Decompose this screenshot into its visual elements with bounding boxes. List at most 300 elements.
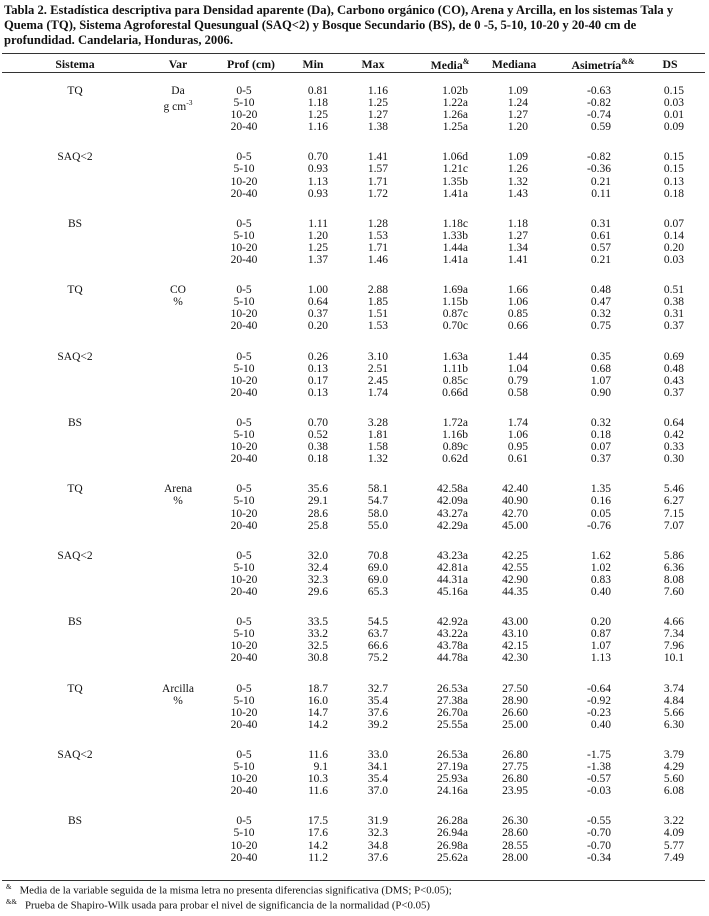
col-header-media: Media& [430,57,470,72]
cell-prof: 0-5 [236,616,252,629]
cell-min: 0.93 [307,187,328,200]
cell-prof: 10-20 [230,374,258,387]
cell-media: 1.18c [442,217,468,230]
cell-mediana: 26.80 [502,773,528,786]
cell-ds: 0.15 [663,85,684,97]
cell-prof: 10-20 [230,507,258,520]
cell-media: 45.16a [437,586,468,599]
cell-min: 14.2 [307,839,328,852]
cell-min: 0.37 [307,308,328,321]
cell-min: 32.3 [307,573,328,586]
cell-media: 27.38a [437,694,468,707]
cell-max: 58.0 [367,507,388,520]
cell-media: 0.62d [442,453,468,466]
cell-min: 0.70 [307,417,328,429]
cell-media: 0.66d [442,386,468,399]
cell-prof: 20-40 [230,453,258,466]
cell-min: 1.18 [307,97,328,110]
cell-mediana: 1.44 [507,350,528,363]
cell-asimetria: 1.13 [590,652,611,665]
cell-min: 33.2 [307,628,328,641]
cell-ds: 0.38 [663,296,684,309]
cell-asimetria: 0.40 [590,586,611,599]
cell-ds: 3.74 [663,682,684,695]
cell-prof: 10-20 [230,706,258,719]
cell-media: 24.16a [437,785,468,798]
cell-mediana: 42.70 [502,507,528,520]
cell-asimetria: -0.55 [587,815,611,828]
cell-min: 14.2 [307,718,328,731]
cell-ds: 0.69 [663,350,684,363]
cell-prof: 5-10 [233,827,255,840]
cell-max: 32.7 [367,682,388,695]
cell-mediana: 27.50 [502,682,528,695]
cell-ds: 0.20 [663,241,684,254]
cell-asimetria: -0.64 [587,682,611,695]
cell-mediana: 45.00 [502,519,528,532]
cell-mediana: 1.06 [507,296,528,309]
cell-media: 0.89c [442,441,468,454]
cell-prof: 10-20 [230,109,258,122]
cell-asimetria: 1.07 [590,640,611,653]
cell-prof: 20-40 [230,187,258,200]
unit-text: % [173,296,183,309]
cell-max: 1.81 [367,429,388,442]
cell-min: 32.5 [307,640,328,653]
cell-prof: 0-5 [236,151,252,164]
cell-ds: 7.34 [663,628,684,641]
cell-ds: 6.30 [663,718,684,731]
cell-media: 42.81a [437,561,468,574]
cell-ds: 0.43 [663,374,684,387]
header-bottom-rule [2,72,705,73]
cell-ds: 0.31 [663,308,684,321]
cell-prof: 20-40 [230,519,258,532]
cell-min: 11.6 [308,749,328,761]
cell-max: 55.0 [367,519,388,532]
cell-mediana: 26.80 [502,749,528,761]
cell-prof: 5-10 [233,561,255,574]
cell-asimetria: -0.76 [587,519,611,532]
cell-mediana: 0.85 [507,308,528,321]
cell-media: 42.09a [437,495,468,508]
cell-mediana: 1.32 [507,175,528,188]
cell-min: 14.7 [307,706,328,719]
col-header-asimetria: Asimetría&& [571,57,635,72]
cell-asimetria: 0.32 [590,417,611,429]
cell-asimetria: 0.07 [590,441,611,454]
cell-min: 1.37 [307,254,328,267]
cell-media: 1.16b [442,429,468,442]
cell-media: 1.41a [442,187,468,200]
cell-max: 54.7 [367,495,388,508]
cell-min: 17.5 [307,815,328,828]
cell-max: 1.71 [367,241,388,254]
cell-asimetria: -0.70 [587,839,611,852]
cell-max: 1.46 [367,254,388,267]
cell-max: 3.28 [367,417,388,429]
cell-media: 44.31a [437,573,468,586]
cell-ds: 0.09 [663,121,684,134]
cell-max: 66.6 [367,640,388,653]
cell-var [150,85,206,113]
cell-media: 43.27a [437,507,468,520]
cell-min: 0.93 [307,163,328,176]
cell-media: 25.93a [437,773,468,786]
cell-mediana: 42.55 [502,561,528,574]
cell-mediana: 42.15 [502,640,528,653]
cell-max: 3.10 [367,350,388,363]
cell-prof: 10-20 [230,839,258,852]
cell-prof: 0-5 [236,749,252,761]
cell-mediana: 1.34 [507,241,528,254]
cell-min: 0.38 [307,441,328,454]
footnote-asimetria: && Prueba de Shapiro-Wilk usada para probar el nivel de significancia de la normalidad (P<0.05) [6,898,431,912]
cell-ds: 7.15 [663,507,684,520]
cell-prof: 5-10 [233,97,255,110]
cell-media: 1.69a [442,284,468,297]
col-header-mediana: Mediana [491,57,537,71]
cell-sistema: TQ [67,483,83,496]
cell-max: 34.1 [367,761,388,774]
cell-media: 42.29a [437,519,468,532]
cell-min: 29.6 [307,586,328,599]
cell-sistema: BS [67,815,83,828]
cell-ds: 7.07 [663,519,684,532]
cell-prof: 10-20 [230,573,258,586]
cell-prof: 10-20 [230,308,258,321]
cell-min: 35.6 [307,483,328,496]
cell-media: 25.62a [437,851,468,864]
cell-min: 0.81 [307,85,328,97]
cell-max: 65.3 [367,586,388,599]
cell-ds: 5.66 [663,706,684,719]
cell-asimetria: 0.16 [590,495,611,508]
cell-ds: 5.77 [663,839,684,852]
footnote-media: & Media de la variable seguida de la misma letra no presenta diferencias significativa (DMS; P<0.05); [6,883,452,897]
cell-media: 1.06d [442,151,468,164]
cell-max: 39.2 [367,718,388,731]
cell-mediana: 0.66 [507,320,528,333]
cell-ds: 0.37 [663,320,684,333]
cell-prof: 0-5 [236,217,252,230]
cell-sistema: SAQ<2 [57,549,93,562]
cell-media: 42.92a [437,616,468,629]
cell-max: 1.58 [367,441,388,454]
cell-prof: 0-5 [236,483,252,496]
cell-ds: 0.01 [663,109,684,122]
cell-media: 1.21c [442,163,468,176]
var-unit [150,695,206,707]
cell-max: 35.4 [367,773,388,786]
var-unit [150,296,206,308]
cell-prof: 10-20 [230,441,258,454]
cell-sistema: TQ [67,85,83,97]
cell-prof: 5-10 [233,694,255,707]
cell-asimetria: 0.87 [590,628,611,641]
cell-ds: 7.96 [663,640,684,653]
cell-ds: 0.48 [663,362,684,375]
cell-prof: 5-10 [233,229,255,242]
cell-max: 1.57 [367,163,388,176]
var-name: Da [171,85,185,97]
cell-mediana: 42.25 [502,549,528,562]
cell-max: 1.53 [367,320,388,333]
cell-mediana: 42.40 [502,483,528,496]
cell-mediana: 1.27 [507,109,528,122]
cell-var [150,683,206,707]
cell-sistema: BS [67,616,83,629]
cell-mediana: 1.66 [507,284,528,297]
cell-min: 11.2 [308,851,328,864]
cell-asimetria: 0.90 [590,386,611,399]
cell-prof: 10-20 [230,640,258,653]
cell-asimetria: -1.75 [587,749,611,761]
cell-sistema: BS [67,217,83,230]
cell-ds: 6.36 [663,561,684,574]
cell-media: 44.78a [437,652,468,665]
cell-asimetria: -0.23 [587,706,611,719]
cell-asimetria: 0.61 [590,229,611,242]
cell-media: 1.02b [442,85,468,97]
cell-ds: 0.03 [663,97,684,110]
cell-media: 25.55a [437,718,468,731]
cell-prof: 20-40 [230,785,258,798]
cell-mediana: 1.41 [507,254,528,267]
cell-min: 0.20 [307,320,328,333]
cell-mediana: 40.90 [502,495,528,508]
cell-min: 1.16 [307,121,328,134]
cell-min: 11.6 [308,785,328,798]
cell-media: 1.15b [442,296,468,309]
cell-max: 75.2 [367,652,388,665]
cell-prof: 20-40 [230,652,258,665]
cell-max: 69.0 [367,573,388,586]
cell-mediana: 1.27 [507,229,528,242]
cell-asimetria: -0.63 [587,85,611,97]
cell-media: 26.28a [437,815,468,828]
cell-mediana: 28.00 [502,851,528,864]
cell-ds: 4.09 [663,827,684,840]
cell-sistema: SAQ<2 [57,350,93,363]
cell-ds: 0.42 [663,429,684,442]
cell-min: 29.1 [307,495,328,508]
cell-media: 1.25a [442,121,468,134]
cell-min: 0.13 [307,386,328,399]
col-header-min: Min [302,57,324,71]
cell-mediana: 28.55 [502,839,528,852]
col-header-ds: DS [662,57,678,71]
cell-max: 1.38 [367,121,388,134]
cell-media: 1.44a [442,241,468,254]
cell-asimetria: 1.02 [590,561,611,574]
cell-mediana: 0.79 [507,374,528,387]
cell-min: 16.0 [307,694,328,707]
cell-ds: 7.49 [663,851,684,864]
cell-prof: 20-40 [230,121,258,134]
cell-max: 1.74 [367,386,388,399]
cell-max: 69.0 [367,561,388,574]
cell-ds: 0.64 [663,417,684,429]
cell-max: 1.28 [367,217,388,230]
cell-min: 0.17 [307,374,328,387]
cell-media: 1.26a [442,109,468,122]
cell-prof: 5-10 [233,362,255,375]
cell-ds: 7.60 [663,586,684,599]
cell-media: 26.94a [437,827,468,840]
cell-prof: 20-40 [230,851,258,864]
var-name: Arena [163,483,193,496]
cell-mediana: 1.06 [507,429,528,442]
cell-asimetria: -0.82 [587,97,611,110]
cell-max: 1.32 [367,453,388,466]
cell-min: 0.64 [307,296,328,309]
cell-prof: 20-40 [230,586,258,599]
table-bottom-rule [2,880,705,881]
cell-asimetria: 0.75 [590,320,611,333]
cell-max: 37.6 [367,706,388,719]
cell-ds: 0.13 [663,175,684,188]
cell-mediana: 42.90 [502,573,528,586]
cell-asimetria: -0.03 [587,785,611,798]
cell-asimetria: -1.38 [587,761,611,774]
cell-ds: 0.30 [663,453,684,466]
cell-asimetria: 0.57 [590,241,611,254]
cell-media: 0.87c [442,308,468,321]
cell-sistema: SAQ<2 [57,151,93,164]
cell-media: 1.22a [442,97,468,110]
cell-mediana: 1.20 [507,121,528,134]
cell-max: 1.72 [367,187,388,200]
cell-ds: 0.37 [663,386,684,399]
cell-ds: 6.27 [663,495,684,508]
cell-mediana: 27.75 [502,761,528,774]
cell-asimetria: -0.74 [587,109,611,122]
cell-asimetria: 0.18 [590,429,611,442]
cell-mediana: 1.26 [507,163,528,176]
cell-prof: 5-10 [233,628,255,641]
cell-media: 1.41a [442,254,468,267]
cell-sistema: BS [67,417,83,429]
cell-ds: 3.22 [663,815,684,828]
cell-max: 1.16 [367,85,388,97]
unit-exponent: -3 [186,98,193,108]
cell-mediana: 1.43 [507,187,528,200]
cell-mediana: 1.09 [507,85,528,97]
cell-prof: 5-10 [233,495,255,508]
cell-asimetria: 0.11 [591,187,611,200]
cell-mediana: 1.09 [507,151,528,164]
cell-max: 2.88 [367,284,388,297]
cell-mediana: 23.95 [502,785,528,798]
cell-media: 26.53a [437,749,468,761]
cell-max: 1.51 [367,308,388,321]
cell-media: 0.85c [442,374,468,387]
cell-prof: 0-5 [236,350,252,363]
cell-prof: 0-5 [236,682,252,695]
cell-ds: 0.15 [663,163,684,176]
cell-ds: 4.84 [663,694,684,707]
cell-min: 33.5 [307,616,328,629]
cell-min: 1.13 [307,175,328,188]
cell-max: 35.4 [367,694,388,707]
cell-prof: 5-10 [233,163,255,176]
cell-max: 58.1 [367,483,388,496]
cell-mediana: 0.58 [507,386,528,399]
unit-text: g cm [163,100,187,113]
cell-min: 0.13 [307,362,328,375]
cell-asimetria: 0.40 [590,718,611,731]
cell-media: 42.58a [437,483,468,496]
cell-media: 43.23a [437,549,468,562]
cell-max: 2.51 [367,362,388,375]
cell-prof: 20-40 [230,254,258,267]
cell-media: 1.35b [442,175,468,188]
cell-asimetria: 1.35 [590,483,611,496]
cell-ds: 0.15 [663,151,684,164]
cell-mediana: 26.30 [502,815,528,828]
cell-ds: 4.29 [663,761,684,774]
cell-min: 0.52 [307,429,328,442]
cell-min: 1.25 [307,109,328,122]
cell-ds: 0.33 [663,441,684,454]
cell-mediana: 42.30 [502,652,528,665]
cell-min: 1.11 [308,217,328,230]
cell-mediana: 28.60 [502,827,528,840]
cell-media: 26.53a [437,682,468,695]
cell-sistema: TQ [67,284,83,297]
cell-prof: 0-5 [236,417,252,429]
unit-text: % [173,694,183,707]
cell-max: 1.41 [367,151,388,164]
cell-ds: 5.60 [663,773,684,786]
cell-asimetria: 0.35 [590,350,611,363]
cell-mediana: 1.18 [507,217,528,230]
cell-asimetria: 0.48 [590,284,611,297]
cell-asimetria: -0.57 [587,773,611,786]
cell-min: 30.8 [307,652,328,665]
cell-media: 1.33b [442,229,468,242]
cell-mediana: 0.95 [507,441,528,454]
cell-asimetria: 0.59 [590,121,611,134]
cell-asimetria: 0.83 [590,573,611,586]
cell-mediana: 43.10 [502,628,528,641]
cell-max: 1.25 [367,97,388,110]
cell-ds: 0.14 [663,229,684,242]
cell-asimetria: 0.32 [590,308,611,321]
cell-max: 2.45 [367,374,388,387]
cell-prof: 10-20 [230,773,258,786]
cell-max: 63.7 [367,628,388,641]
col-header-prof: Prof (cm) [227,57,275,71]
cell-asimetria: -0.92 [587,694,611,707]
cell-mediana: 26.60 [502,706,528,719]
cell-asimetria: -0.34 [587,851,611,864]
cell-max: 37.6 [367,851,388,864]
cell-min: 28.6 [307,507,328,520]
cell-media: 43.22a [437,628,468,641]
cell-min: 1.20 [307,229,328,242]
cell-max: 32.3 [367,827,388,840]
cell-media: 26.70a [437,706,468,719]
cell-min: 0.70 [307,151,328,164]
cell-asimetria: 0.21 [590,175,611,188]
cell-max: 37.0 [367,785,388,798]
cell-min: 18.7 [307,682,328,695]
cell-min: 25.8 [307,519,328,532]
cell-var [150,284,206,308]
var-name: CO [170,284,186,297]
